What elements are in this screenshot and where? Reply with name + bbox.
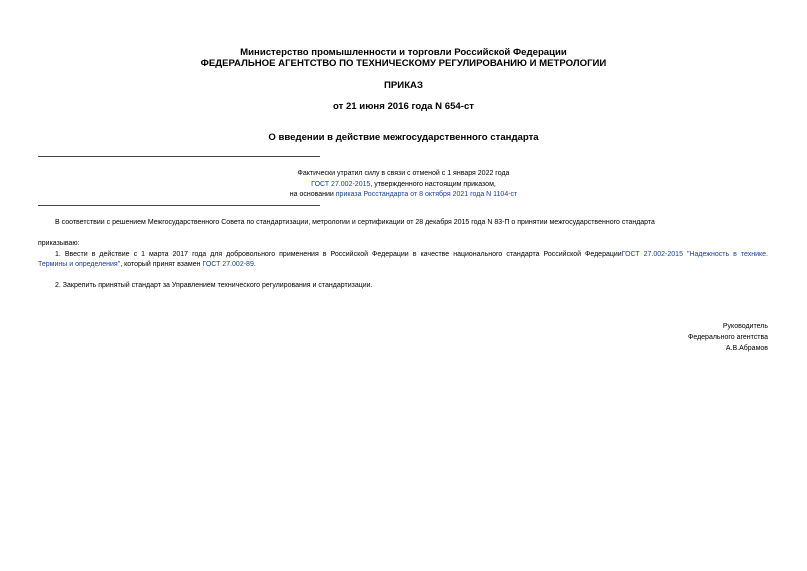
item1-mid: , который принят взамен xyxy=(120,261,203,268)
order-word: приказываю: xyxy=(38,240,80,247)
agency-name: ФЕДЕРАЛЬНОЕ АГЕНТСТВО ПО ТЕХНИЧЕСКОМУ РЕГУЛИРОВАНИЮ И МЕТРОЛОГИИ xyxy=(200,58,607,69)
item2-paragraph: 2. Закрепить принятый стандарт за Управлением технического регулирования и стандартизации. xyxy=(55,282,373,289)
signature-name: А.В.Абрамов xyxy=(725,345,768,352)
item1-end: . xyxy=(253,261,256,268)
document-type: ПРИКАЗ xyxy=(384,80,423,91)
document-subject: О введении в действие межгосударственного стандарта xyxy=(268,132,539,143)
status-note-line3 xyxy=(0,190,807,200)
item1-text: 1. Ввести в действие с 1 марта 2017 года для добровольного применения в Российской Федерации в качестве национального стандарта Российской Федерации xyxy=(55,251,622,258)
signature-position2: Федерального агентства xyxy=(688,334,768,341)
item1-line2 xyxy=(38,260,256,270)
rosstandart-order-link[interactable]: приказа Росстандарта от 8 октября 2021 года N 1104-ст xyxy=(335,191,518,198)
gost-27-002-89-link[interactable]: ГОСТ 27.002-89 xyxy=(202,261,254,268)
signature-position1: Руководитель xyxy=(722,323,768,330)
status-note-line3-text: на основании xyxy=(289,191,336,198)
gost-2015-link[interactable]: ГОСТ 27.002-2015 xyxy=(311,181,371,188)
status-note-line2 xyxy=(0,180,807,190)
status-note-line1: Фактически утратил силу в связи с отменой с 1 января 2022 года xyxy=(297,170,510,177)
gost-27-002-2015-link-cont[interactable]: Термины и определения" xyxy=(38,261,121,268)
item1-line1 xyxy=(55,250,768,260)
gost-27-002-2015-link[interactable]: ГОСТ 27.002-2015 "Надежность в технике. xyxy=(621,251,768,258)
divider-top xyxy=(38,156,320,157)
status-note-line2-text: , утвержденного настоящим приказом, xyxy=(370,181,496,188)
ministry-name: Министерство промышленности и торговли Российской Федерации xyxy=(240,47,567,58)
basis-paragraph: В соответствии с решением Межгосударственного Совета по стандартизации, метрологии и сертификации от 28 декабря 2015 года N 83-П о принятии межгосударственного стандарта xyxy=(55,219,655,226)
document-date-number: от 21 июня 2016 года N 654-ст xyxy=(332,101,474,112)
divider-bottom xyxy=(38,205,320,206)
